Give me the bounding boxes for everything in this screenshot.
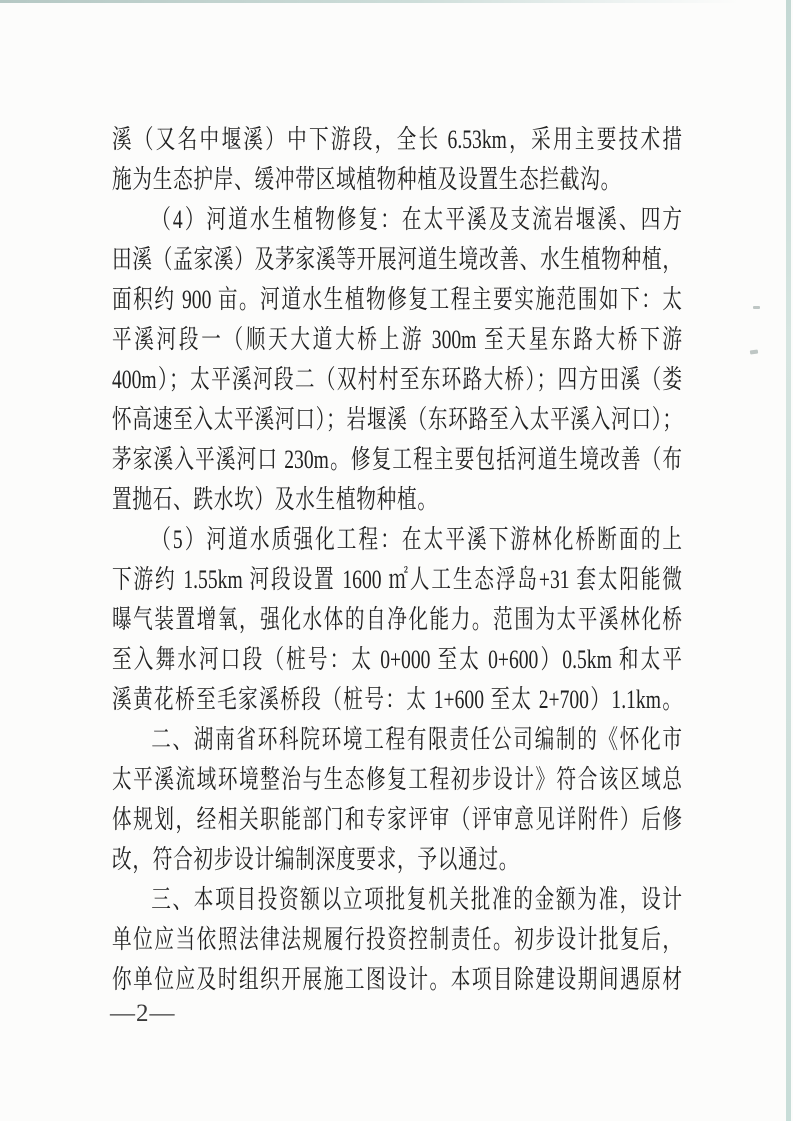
text-line: 田溪（孟家溪）及茅家溪等开展河道生境改善、水生植物种植， xyxy=(112,245,683,274)
text-block xyxy=(112,120,682,1000)
text-line: 怀高速至入太平溪河口）；岩堰溪（东环路至入太平溪入河口）； xyxy=(112,405,683,434)
text-line: （5）河道水质强化工程：在太平溪下游林化桥断面的上 xyxy=(151,525,683,554)
text-line: 改，符合初步设计编制深度要求，予以通过。 xyxy=(112,845,520,874)
text-line: 置抛石、跌水坎）及水生植物种植。 xyxy=(112,485,438,514)
text-line: 你单位应及时组织开展施工图设计。本项目除建设期间遇原材 xyxy=(112,965,683,994)
text-line: 太平溪流域环境整治与生态修复工程初步设计》符合该区域总 xyxy=(112,765,683,794)
scan-top-edge-line xyxy=(0,0,740,3)
scan-speck xyxy=(753,306,760,309)
text-line: 施为生态护岸、缓冲带区域植物种植及设置生态拦截沟。 xyxy=(112,165,621,194)
text-line: 单位应当依照法律法规履行投资控制责任。初步设计批复后， xyxy=(112,925,683,954)
text-line: 体规划，经相关职能部门和专家评审（评审意见详附件）后修 xyxy=(112,805,683,834)
text-line: 溪黄花桥至毛家溪桥段（桩号：太 1+600 至太 2+700）1.1km。 xyxy=(112,685,683,714)
text-line: 溪（又名中堰溪）中下游段，全长 6.53km，采用主要技术措 xyxy=(112,125,683,154)
text-line: 曝气装置增氧，强化水体的自净化能力。范围为太平溪林化桥 xyxy=(112,605,683,634)
text-line: 至入舞水河口段（桩号：太 0+000 至太 0+600）0.5km 和太平 xyxy=(112,645,683,674)
text-line: 二、湖南省环科院环境工程有限责任公司编制的《怀化市 xyxy=(151,725,683,754)
text-line: 平溪河段一（顺天大道大桥上游 300m 至天星东路大桥下游 xyxy=(112,325,683,354)
text-line: 茅家溪入平溪河口 230m。修复工程主要包括河道生境改善（布 xyxy=(112,445,683,474)
scan-speck xyxy=(750,349,758,354)
text-line: 400m）；太平溪河段二（双村村至东环路大桥）；四方田溪（娄 xyxy=(112,365,683,394)
page-number: —2— xyxy=(110,1000,176,1027)
text-line: 三、本项目投资额以立项批复机关批准的金额为准，设计 xyxy=(151,885,683,914)
text-line: 下游约 1.55km 河段设置 1600 ㎡人工生态浮岛+31 套太阳能微 xyxy=(112,565,683,594)
scan-right-edge-strip xyxy=(786,0,791,1121)
text-line: （4）河道水生植物修复：在太平溪及支流岩堰溪、四方 xyxy=(151,205,683,234)
text-line: 面积约 900 亩。河道水生植物修复工程主要实施范围如下：太 xyxy=(112,285,683,314)
